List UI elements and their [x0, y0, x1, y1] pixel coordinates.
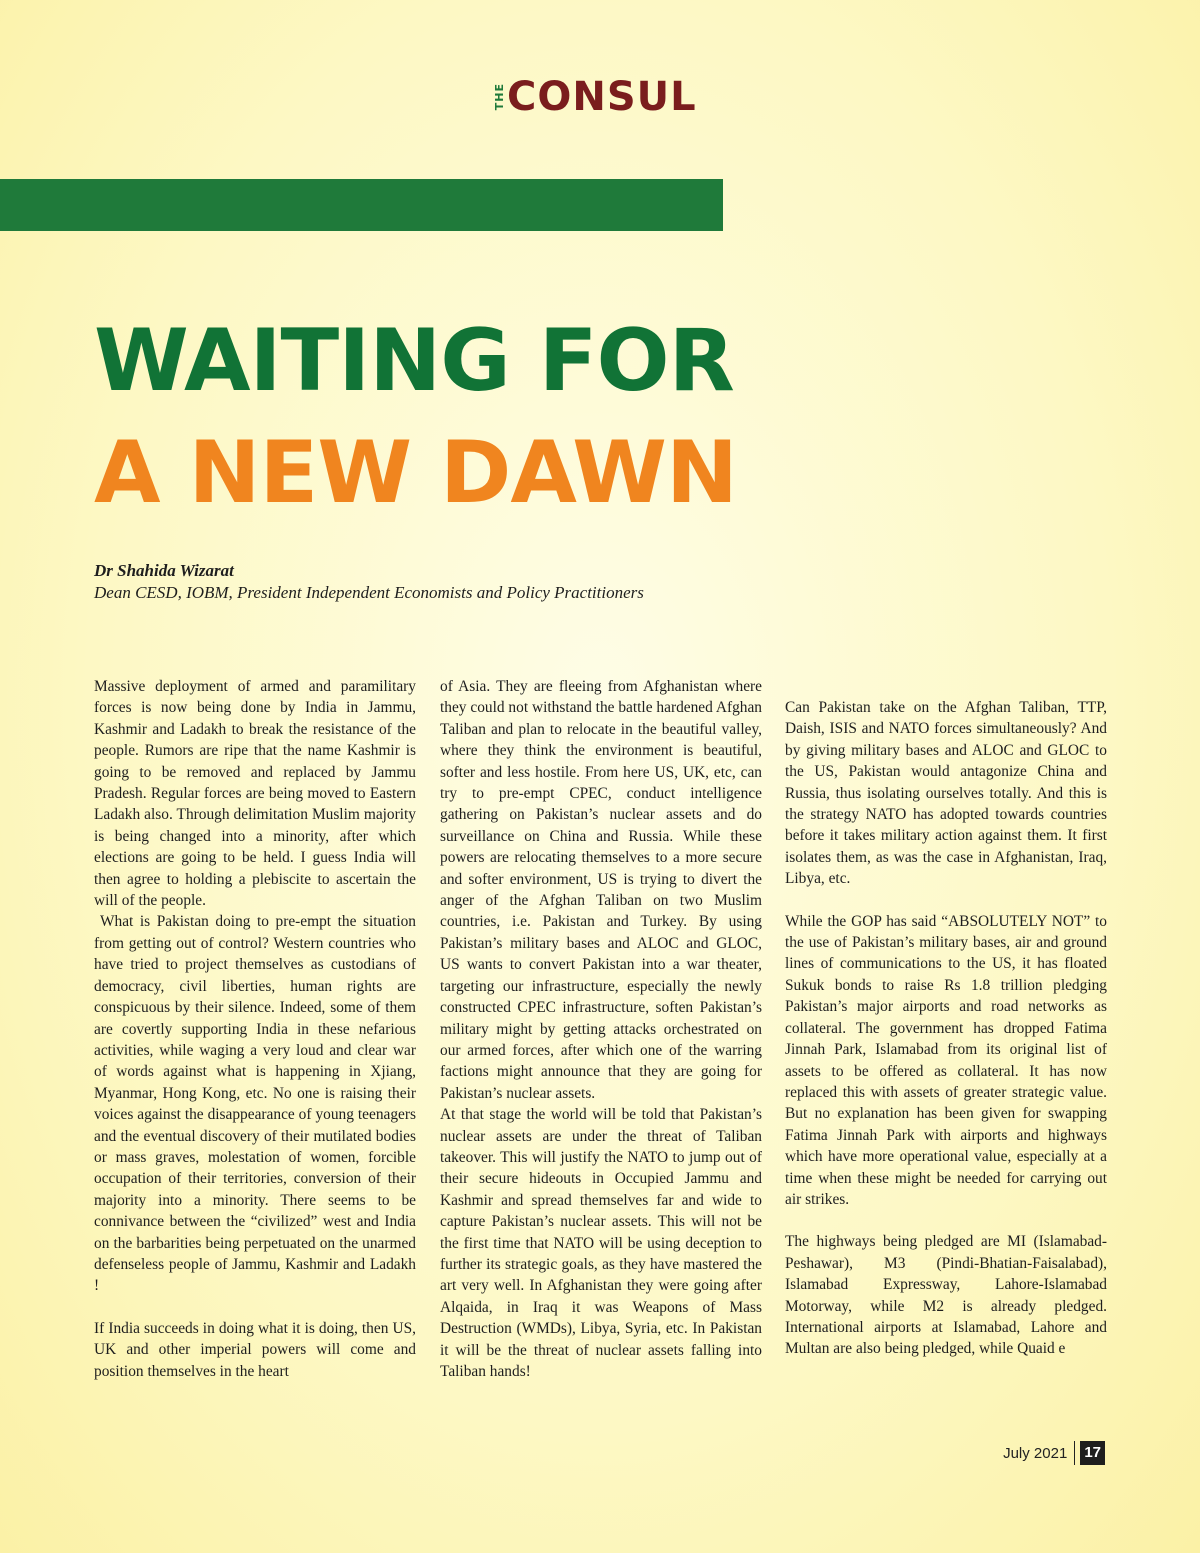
masthead-logo [494, 76, 697, 118]
paragraph: The highways being pledged are MI (Islamabad-Peshawar), M3 (Pindi-Bhatian-Faisalabad), Islamabad Expressway, Lahore-Islamabad Motorway, while M2 is already pledged. International airports at Islamabad, Lahore and Multan are also being pledged, while Quaid e [785, 1233, 1107, 1358]
article-column-3 [785, 697, 1107, 1360]
paragraph: Massive deployment of armed and paramilitary forces is now being done by India in Jammu, Kashmir and Ladakh to break the resistance of the people. Rumors are ripe that the name Kashmir is going to be removed and replaced by Jammu Pradesh. Regular forces are being moved to Eastern Ladakh also. Through delimitation Muslim majority is being changed into a minority, after which elections are going to be held. I guess India will then agree to holding a plebiscite to ascertain the will of the people. [94, 678, 416, 910]
article-column-1 [94, 676, 416, 1382]
paragraph: If India succeeds in doing what it is doing, then US, UK and other imperial powers will come and position themselves in the heart [94, 1319, 416, 1380]
author-role: Dean CESD, IOBM, President Independent Economists and Policy Practitioners [94, 583, 644, 602]
logo-consul: CONSUL [507, 74, 697, 120]
paragraph: What is Pakistan doing to pre-empt the situation from getting out of control? Western countries who have tried to project themselves as custodians of democracy, civil liberties, human rights are conspicuous by their silence. Indeed, some of them are covertly supporting India in these nefarious activities, while waging a very loud and clear war of words against what is happening in Xjiang, Myanmar, Hong Kong, etc. No one is raising their voices against the disappearance of young teenagers and the eventual discovery of their mutilated bodies or mass graves, molestation of women, forcible occupation of their territories, conversion of their majority into a minority. There seems to be connivance between the “civilized” west and India on the barbarities being perpetuated on the unarmed defenseless people of Jammu, Kashmir and Ladakh ! [94, 913, 416, 1295]
page-footer [1003, 1441, 1105, 1465]
page-number: 17 [1080, 1441, 1105, 1465]
author-name: Dr Shahida Wizarat [94, 561, 234, 580]
article-headline [94, 305, 737, 529]
paragraph: While the GOP has said “ABSOLUTELY NOT” to the use of Pakistan’s military bases, air and ground lines of communications to the US, it has floated Sukuk bonds to raise Rs 1.8 trillion pledging Pakistan’s major airports and road networks as collateral. The government has dropped Fatima Jinnah Park, Islamabad from its original list of assets to be offered as collateral. It has now replaced this with assets of greater strategic value. But no explanation has been given for swapping Fatima Jinnah Park with airports and highways which have more operational value, especially at a time when these might be needed for carrying out air strikes. [785, 912, 1107, 1208]
paragraph: Can Pakistan take on the Afghan Taliban, TTP, Daish, ISIS and NATO forces simultaneously? And by giving military bases and ALOC and GLOC to the US, Pakistan would antagonize China and Russia, thus isolating ourselves totally. And this is the strategy NATO has adopted towards countries before it takes military action against them. It first isolates them, as was the case in Afghanistan, Iraq, Libya, etc. [785, 699, 1107, 888]
paragraph: At that stage the world will be told that Pakistan’s nuclear assets are under the threat of Taliban takeover. This will justify the NATO to jump out of their secure hideouts in Occupied Jammu and Kashmir and spread themselves far and wide to capture Pakistan’s nuclear assets. This will not be the first time that NATO will be using deception to further its strategic goals, as they have mastered the art very well. In Afghanistan they were going after Alqaida, in Iraq it was Weapons of Mass Destruction (WMDs), Libya, Syria, etc. In Pakistan it will be the threat of nuclear assets falling into Taliban hands! [440, 1106, 762, 1380]
footer-divider [1074, 1441, 1075, 1465]
headline-line-2: A NEW DAWN [94, 423, 737, 523]
article-column-2 [440, 676, 762, 1382]
logo-the: THE [493, 83, 506, 111]
headline-line-1: WAITING FOR [94, 311, 734, 411]
issue-date: July 2021 [1003, 1444, 1068, 1462]
paragraph: of Asia. They are fleeing from Afghanistan where they could not withstand the battle hardened Afghan Taliban and plan to relocate in the beautiful valley, where they think the environment is beautiful, softer and less hostile. From here US, UK, etc, can try to pre-empt CPEC, conduct intelligence gathering on Pakistan’s nuclear assets and do surveillance on China and Russia. While these powers are relocating themselves to a more secure and softer environment, US is trying to divert the anger of the Afghan Taliban on two Muslim countries, i.e. Pakistan and Turkey. By using Pakistan’s military bases and ALOC and GLOC, US wants to convert Pakistan into a war theater, targeting our infrastructure, especially the newly constructed CPEC infrastructure, soften Pakistan’s military might by getting attacks orchestrated on our armed forces, after which one of the warring factions might announce that they are going for Pakistan’s nuclear assets. [440, 678, 762, 1102]
decorative-green-bar [0, 179, 723, 231]
byline [94, 560, 644, 604]
